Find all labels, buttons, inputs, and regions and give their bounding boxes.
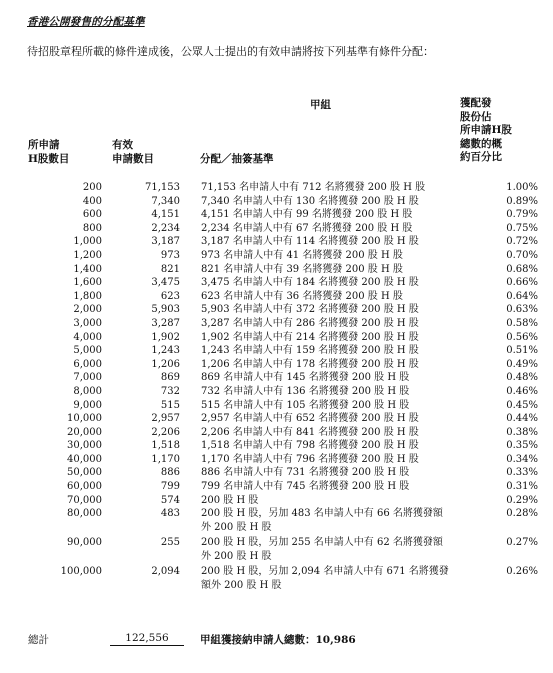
applied-shares-cell: 70,000 [67,494,102,506]
percentage-cell: 0.49% [506,358,538,370]
percentage-cell: 0.66% [506,277,538,289]
valid-applications-cell: 3,187 [151,236,180,248]
percentage-cell: 0.38% [506,426,538,438]
allocation-basis-cell: 821 名申請人中有 39 名將獲發 200 股 H 股 [201,263,403,275]
table-row [0,290,553,304]
table-row [0,536,553,565]
allocation-basis-cell: 1,206 名申請人中有 178 名將獲發 200 股 H 股 [201,358,419,370]
allocation-basis-cell: 799 名申請人中有 745 名將獲發 200 股 H 股 [201,481,410,493]
valid-applications-cell: 2,206 [151,426,180,438]
applied-shares-cell: 1,200 [73,249,102,261]
allocation-basis-cell: 200 股 H 股 [201,494,259,506]
allocation-basis-cell: 3,287 名申請人中有 286 名將獲發 200 股 H 股 [201,317,419,329]
percentage-cell: 0.51% [506,345,538,357]
percentage-cell: 0.29% [506,494,538,506]
page-title: 香港公開發售的分配基準 [27,16,145,28]
applied-shares-cell: 80,000 [67,508,102,520]
table-row [0,412,553,426]
percentage-cell: 0.27% [506,537,538,549]
applied-shares-cell: 5,000 [73,345,102,357]
applied-shares-cell: 200 [82,182,102,193]
table-row [0,222,553,236]
percentage-cell: 0.56% [506,331,538,343]
applied-shares-cell: 20,000 [67,426,102,438]
total-label: 總計 [28,634,49,646]
percentage-cell: 0.89% [506,195,538,207]
valid-applications-cell: 1,518 [151,440,180,452]
percentage-cell: 0.64% [506,290,538,302]
applied-shares-cell: 1,600 [73,277,102,289]
allocation-basis-cell: 200 股 H 股，另加 483 名申請人中有 66 名將獲發額 外 200 股 H 股 [201,508,443,534]
allocation-basis-cell: 623 名申請人中有 36 名將獲發 200 股 H 股 [201,290,403,302]
table-row [0,399,553,413]
total-accepted-note: 甲組獲接納申請人總數：10,986 [200,634,356,646]
table-row [0,507,553,536]
applied-shares-cell: 9,000 [73,399,102,411]
valid-applications-cell: 821 [160,263,180,275]
applied-shares-cell: 400 [82,195,102,207]
header-group: 甲組 [310,99,331,111]
allocation-basis-cell: 4,151 名申請人中有 99 名將獲發 200 股 H 股 [201,209,413,221]
table-row [0,235,553,249]
applied-shares-cell: 4,000 [73,331,102,343]
percentage-cell: 0.75% [506,222,538,234]
valid-applications-cell: 869 [160,372,180,384]
percentage-cell: 0.33% [506,467,538,479]
percentage-cell: 0.70% [506,249,538,261]
valid-applications-cell: 3,475 [151,277,180,289]
valid-applications-cell: 799 [160,481,180,493]
applied-shares-cell: 600 [82,209,102,221]
allocation-table [0,181,553,594]
table-row [0,371,553,385]
percentage-cell: 0.63% [506,304,538,316]
total-value: 122,556 [110,632,184,646]
allocation-basis-cell: 1,902 名申請人中有 214 名將獲發 200 股 H 股 [201,331,419,343]
applied-shares-cell: 40,000 [67,453,102,465]
percentage-cell: 0.48% [506,372,538,384]
header-allocation-basis: 分配／抽簽基準 [200,153,274,165]
applied-shares-cell: 1,000 [73,236,102,248]
applied-shares-cell: 30,000 [67,440,102,452]
applied-shares-cell: 100,000 [60,566,102,578]
allocation-basis-cell: 869 名申請人中有 145 名將獲發 200 股 H 股 [201,372,410,384]
percentage-cell: 0.45% [506,399,538,411]
percentage-cell: 0.44% [506,413,538,425]
table-row [0,466,553,480]
table-row [0,263,553,277]
allocation-basis-cell: 732 名申請人中有 136 名將獲發 200 股 H 股 [201,385,410,397]
intro-text: 待招股章程所載的條件達成後，公眾人士提出的有效申請將按下列基準有條件分配： [27,45,434,58]
percentage-cell: 0.31% [506,481,538,493]
percentage-cell: 1.00% [506,182,538,193]
valid-applications-cell: 1,170 [151,453,180,465]
allocation-basis-cell: 1,518 名申請人中有 798 名將獲發 200 股 H 股 [201,440,419,452]
table-row [0,494,553,508]
applied-shares-cell: 10,000 [67,413,102,425]
table-row [0,331,553,345]
table-row [0,358,553,372]
table-row [0,565,553,594]
table-row [0,276,553,290]
header-applied-shares: 所申請 H股數目 [28,139,70,165]
valid-applications-cell: 1,243 [151,345,180,357]
applied-shares-cell: 800 [82,222,102,234]
table-row [0,195,553,209]
applied-shares-cell: 7,000 [73,372,102,384]
table-row [0,344,553,358]
table-row [0,426,553,440]
table-row [0,385,553,399]
percentage-cell: 0.46% [506,385,538,397]
valid-applications-cell: 515 [160,399,180,411]
table-row [0,453,553,467]
valid-applications-cell: 7,340 [151,195,180,207]
valid-applications-cell: 2,957 [151,413,180,425]
allocation-basis-cell: 2,234 名申請人中有 67 名將獲發 200 股 H 股 [201,222,413,234]
valid-applications-cell: 1,902 [151,331,180,343]
allocation-basis-cell: 5,903 名申請人中有 372 名將獲發 200 股 H 股 [201,304,419,316]
allocation-basis-cell: 3,187 名申請人中有 114 名將獲發 200 股 H 股 [201,236,419,248]
percentage-cell: 0.28% [506,508,538,520]
allocation-basis-cell: 973 名申請人中有 41 名將獲發 200 股 H 股 [201,249,403,261]
table-row [0,317,553,331]
applied-shares-cell: 1,400 [73,263,102,275]
percentage-cell: 0.68% [506,263,538,275]
percentage-cell: 0.26% [506,566,538,578]
percentage-cell: 0.79% [506,209,538,221]
table-row [0,208,553,222]
valid-applications-cell: 2,234 [151,222,180,234]
valid-applications-cell: 71,153 [145,182,180,193]
table-row [0,303,553,317]
valid-applications-cell: 732 [160,385,180,397]
table-row [0,480,553,494]
allocation-basis-cell: 3,475 名申請人中有 184 名將獲發 200 股 H 股 [201,277,419,289]
valid-applications-cell: 574 [160,494,180,506]
allocation-basis-cell: 515 名申請人中有 105 名將獲發 200 股 H 股 [201,399,410,411]
applied-shares-cell: 8,000 [73,385,102,397]
table-row [0,181,553,195]
applied-shares-cell: 6,000 [73,358,102,370]
valid-applications-cell: 973 [160,249,180,261]
valid-applications-cell: 5,903 [151,304,180,316]
applied-shares-cell: 3,000 [73,317,102,329]
applied-shares-cell: 2,000 [73,304,102,316]
header-percentage: 獲配發 股份佔 所申請H股 總數的概 約百分比 [460,97,512,163]
allocation-basis-cell: 1,243 名申請人中有 159 名將獲發 200 股 H 股 [201,345,419,357]
allocation-basis-cell: 1,170 名申請人中有 796 名將獲發 200 股 H 股 [201,453,419,465]
percentage-cell: 0.35% [506,440,538,452]
valid-applications-cell: 1,206 [151,358,180,370]
allocation-basis-cell: 2,206 名申請人中有 841 名將獲發 200 股 H 股 [201,426,419,438]
valid-applications-cell: 255 [160,537,180,549]
percentage-cell: 0.72% [506,236,538,248]
allocation-basis-cell: 886 名申請人中有 731 名將獲發 200 股 H 股 [201,467,410,479]
table-row [0,249,553,263]
valid-applications-cell: 886 [160,467,180,479]
header-valid-applications: 有效 申請數目 [112,139,154,165]
applied-shares-cell: 1,800 [73,290,102,302]
applied-shares-cell: 90,000 [67,537,102,549]
percentage-cell: 0.58% [506,317,538,329]
allocation-basis-cell: 200 股 H 股，另加 2,094 名申請人中有 671 名將獲發 額外 200 股 H 股 [201,566,449,592]
valid-applications-cell: 3,287 [151,317,180,329]
allocation-basis-cell: 7,340 名申請人中有 130 名將獲發 200 股 H 股 [201,195,419,207]
valid-applications-cell: 483 [160,508,180,520]
applied-shares-cell: 50,000 [67,467,102,479]
table-row [0,439,553,453]
allocation-basis-cell: 71,153 名申請人中有 712 名將獲發 200 股 H 股 [201,182,426,193]
allocation-basis-cell: 2,957 名申請人中有 652 名將獲發 200 股 H 股 [201,413,419,425]
valid-applications-cell: 623 [160,290,180,302]
percentage-cell: 0.34% [506,453,538,465]
valid-applications-cell: 4,151 [151,209,180,221]
valid-applications-cell: 2,094 [151,566,180,578]
allocation-basis-cell: 200 股 H 股，另加 255 名申請人中有 62 名將獲發額 外 200 股 H 股 [201,537,443,563]
applied-shares-cell: 60,000 [67,481,102,493]
